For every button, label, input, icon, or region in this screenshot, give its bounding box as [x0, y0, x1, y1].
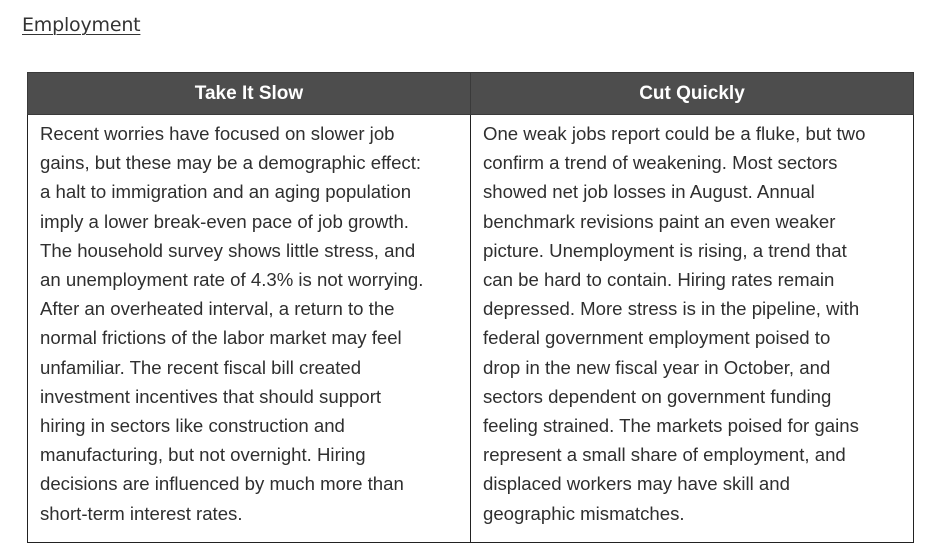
header-cut-quickly: Cut Quickly: [471, 73, 914, 115]
table-header-row: [28, 73, 914, 115]
section-title: Employment: [22, 14, 141, 36]
header-take-it-slow: Take It Slow: [28, 73, 471, 115]
cut-quickly-text: One weak jobs report could be a fluke, but two confirm a trend of weakening. Most sectors showed net job losses in August. Annual benchmark revisions paint an even weaker picture. Unemployment is rising, a trend that can be hard to contain. Hiring rates remain depressed. More stress is in the pipeline, with federal government employment poised to drop in the new fiscal year in October, and sectors dependent on government funding feeling strained. The markets poised for gains represent a small share of employment, and displaced workers may have skill and geographic mismatches.: [483, 123, 866, 524]
take-it-slow-text: Recent worries have focused on slower job gains, but these may be a demographic effect: a halt to immigration and an aging population imply a lower break-even pace of job growth. The household survey shows little stress, and an unemployment rate of 4.3% is not worrying. After an overheated interval, a return to the normal frictions of the labor market may feel unfamiliar. The recent fiscal bill created investment incentives that should support hiring in sectors like construction and manufacturing, but not overnight. Hiring decisions are influenced by much more than short-term interest rates.: [40, 123, 424, 524]
cell-take-it-slow: [28, 115, 471, 543]
cell-cut-quickly: [471, 115, 914, 543]
table-row: [28, 115, 914, 543]
comparison-table: [27, 72, 914, 543]
